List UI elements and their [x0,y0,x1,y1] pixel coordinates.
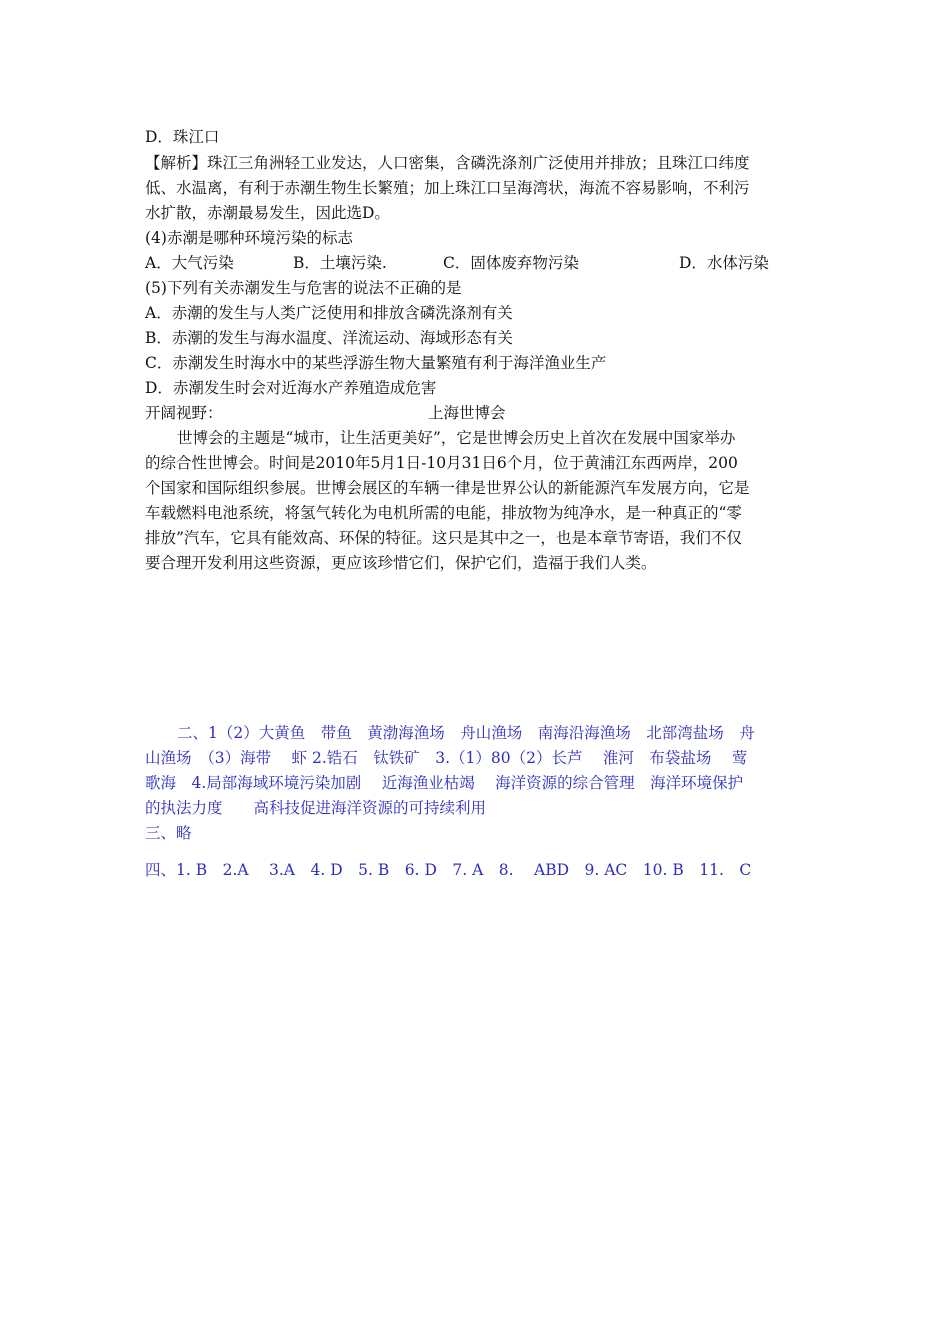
expo-paragraph-line-6: 要合理开发利用这些资源，更应该珍惜它们，保护它们，造福于我们人类。 [145,554,657,572]
question-4: (4)赤潮是哪种环境污染的标志 [145,229,353,247]
expo-paragraph-line-5: 排放”汽车，它具有能效高、环保的特征。这只是其中之一，也是本章节寄语，我们不仅 [145,529,742,547]
analysis-line-3: 水扩散，赤潮最易发生，因此选D。 [145,204,390,222]
q5-option-d: D．赤潮发生时会对近海水产养殖造成危害 [145,379,437,397]
answers-part2-line-3: 歌海 4.局部海域环境污染加剧 近海渔业枯竭 海洋资源的综合管理 海洋环境保护 [145,774,744,792]
q4-option-b: B．土壤污染. [293,254,387,272]
q4-option-c: C．固体废弃物污染 [443,254,579,272]
expo-paragraph-line-4: 车载燃料电池系统，将氢气转化为电机所需的电能，排放物为纯净水，是一种真正的“零 [145,504,742,522]
answers-part4: 四、1. B 2.A 3.A 4. D 5. B 6. D 7. A 8. ABD 9. AC 10. B 11. C [145,861,752,879]
q5-option-b: B．赤潮的发生与海水温度、洋流运动、海域形态有关 [145,329,513,347]
answers-part2-line-2: 山渔场 （3）海带 虾 2.锆石 钛铁矿 3.（1）80（2）长芦 淮河 布袋盐场 莺 [145,749,748,767]
question-5: (5)下列有关赤潮发生与危害的说法不正确的是 [145,279,462,297]
expo-paragraph-line-3: 个国家和国际组织参展。世博会展区的车辆一律是世界公认的新能源汽车发展方向，它是 [145,479,750,497]
answers-part2-line-4: 的执法力度 高科技促进海洋资源的可持续利用 [145,799,487,817]
q5-option-a: A．赤潮的发生与人类广泛使用和排放含磷洗涤剂有关 [145,304,513,322]
expand-label: 开阔视野： [145,404,223,422]
question-4-options [145,253,795,273]
q5-option-c: C．赤潮发生时海水中的某些浮游生物大量繁殖有利于海洋渔业生产 [145,354,607,372]
answers-part2-line-1: 二、1（2）大黄鱼 带鱼 黄渤海渔场 舟山渔场 南海沿海渔场 北部湾盐场 舟 [177,724,755,742]
q4-option-a: A．大气污染 [145,254,234,272]
analysis-line-1: 【解析】珠江三角洲轻工业发达，人口密集，含磷洗涤剂广泛使用并排放；且珠江口纬度 [145,154,750,172]
expo-paragraph-line-2: 的综合性世博会。时间是2010年5月1日-10月31日6个月，位于黄浦江东西两岸，200 [145,454,738,472]
expand-heading [145,403,795,423]
answers-part3: 三、略 [145,824,192,842]
q4-option-d: D．水体污染 [679,254,769,272]
expo-paragraph-line-1: 世博会的主题是“城市，让生活更美好”，它是世博会历史上首次在发展中国家举办 [177,429,736,447]
expand-title: 上海世博会 [428,404,506,422]
option-d-prev: D．珠江口 [145,128,220,146]
analysis-line-2: 低、水温离，有利于赤潮生物生长繁殖；加上珠江口呈海湾状，海流不容易影响，不利污 [145,179,750,197]
